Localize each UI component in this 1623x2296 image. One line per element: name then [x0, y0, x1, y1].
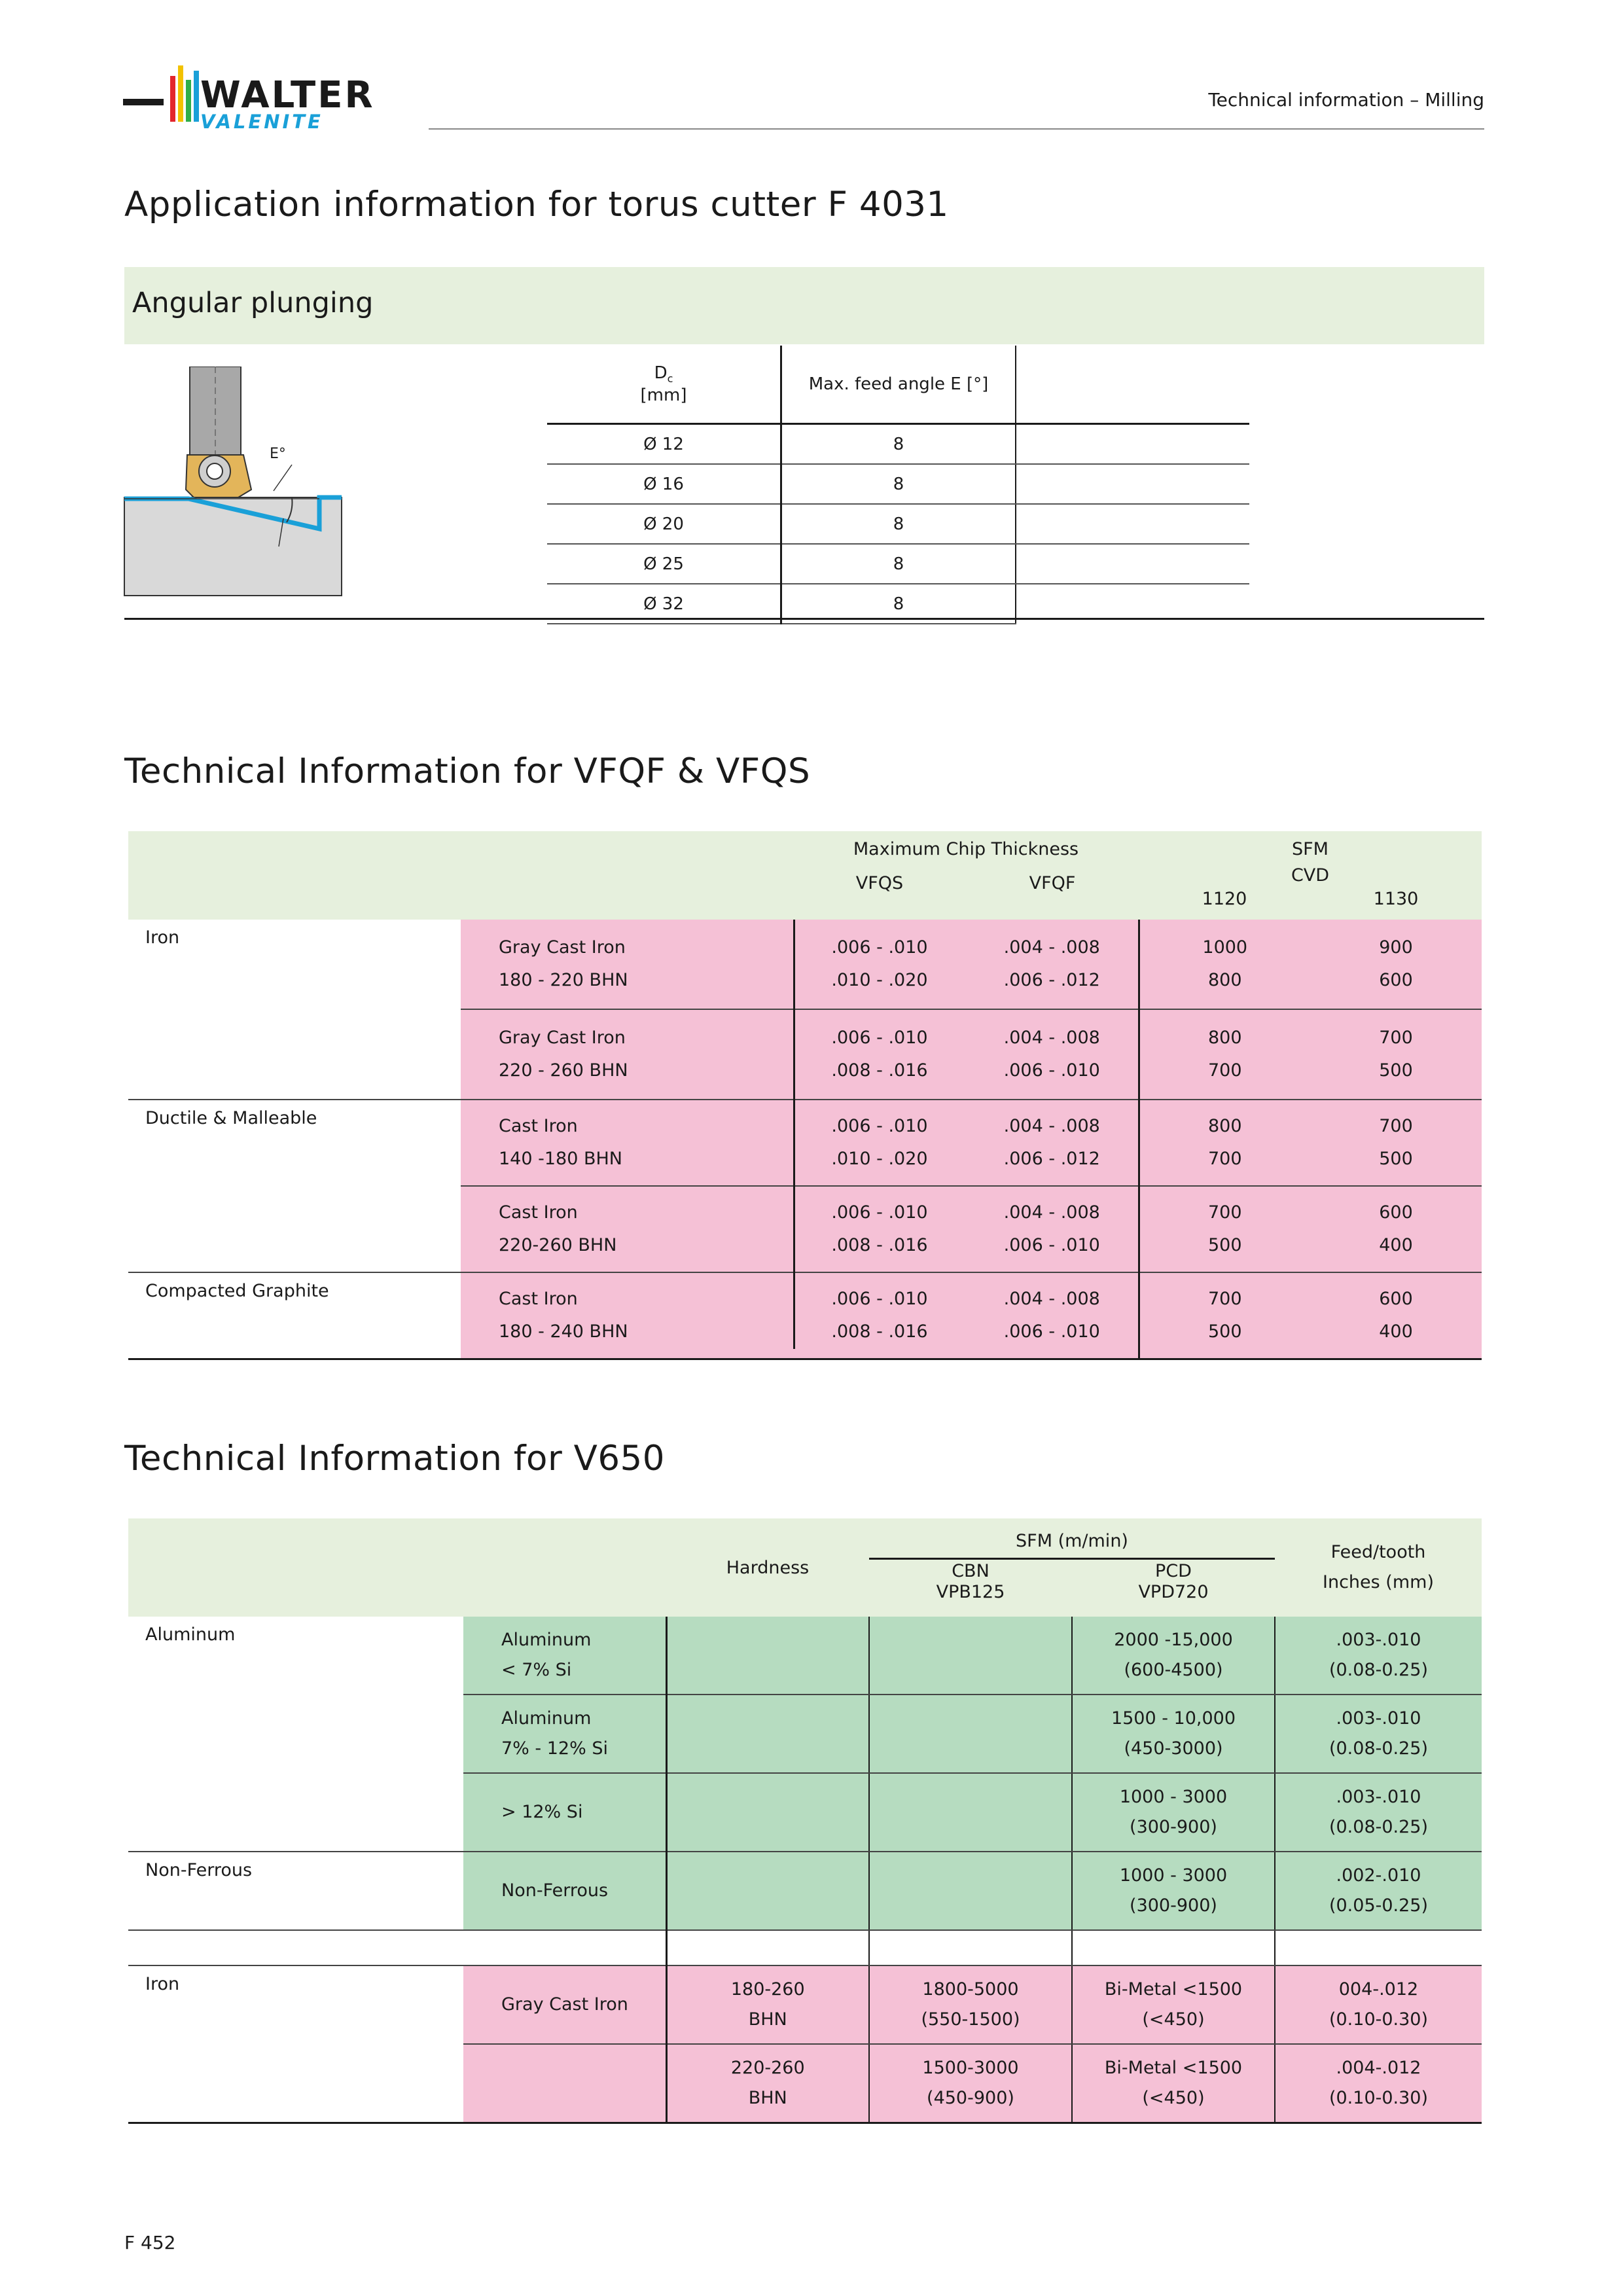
angle-cell: 8 [781, 424, 1016, 465]
h-sfm: SFM [1292, 839, 1329, 859]
table-row [128, 1100, 1482, 1186]
dc-cell: Ø 16 [547, 464, 781, 504]
material-cell [463, 2044, 666, 2123]
table-row [128, 1617, 1482, 1695]
pcd-cell: Bi-Metal <1500 (<450) [1072, 2044, 1275, 2123]
col-dc [547, 346, 781, 424]
feed-cell: .002-.010 (0.05-0.25) [1275, 1852, 1482, 1930]
table-row [128, 1852, 1482, 1930]
sfm-1130-cell: 600 400 [1310, 1186, 1482, 1272]
h-cvd: CVD [1291, 865, 1330, 886]
table-row [547, 544, 1249, 584]
vfqf-cell: .004 - .008 .006 - .012 [966, 1100, 1139, 1186]
material-cell: Aluminum < 7% Si [463, 1617, 666, 1695]
dc-cell: Ø 32 [547, 584, 781, 624]
group-compacted: Compacted Graphite [128, 1272, 461, 1359]
dc-unit: [mm] [640, 385, 687, 405]
vfq-title: Technical Information for VFQF & VFQS [124, 751, 811, 791]
vfqs-cell: .006 - .010 .008 - .016 [793, 1272, 966, 1359]
h-cbn: CBN [952, 1561, 990, 1581]
angle-cell: 8 [781, 544, 1016, 584]
group-ductile: Ductile & Malleable [128, 1100, 461, 1272]
h-pcd-grade: VPD720 [1138, 1582, 1209, 1602]
vfqs-cell: .006 - .010 .010 - .020 [793, 920, 966, 1009]
v650-title: Technical Information for V650 [124, 1439, 665, 1479]
vfqf-cell: .004 - .008 .006 - .010 [966, 1009, 1139, 1100]
header-section: Technical information – Milling [1208, 89, 1484, 111]
material-cell: Cast Iron 220-260 BHN [461, 1186, 793, 1272]
vfqs-cell: .006 - .010 .010 - .020 [793, 1100, 966, 1186]
angle-cell: 8 [781, 504, 1016, 544]
group-iron: Iron [128, 1965, 463, 2123]
material-cell: Non-Ferrous [463, 1852, 666, 1930]
vfq-header-row [128, 831, 1482, 920]
table-row [128, 1965, 1482, 2044]
material-cell: > 12% Si [463, 1773, 666, 1852]
brand-line2: VALENITE [200, 111, 323, 133]
table-row [128, 1272, 1482, 1359]
col-angle: Max. feed angle E [°] [781, 346, 1016, 424]
pcd-cell: 1000 - 3000 (300-900) [1072, 1852, 1275, 1930]
h-feed1: Feed/tooth [1330, 1542, 1426, 1562]
material-cell: Gray Cast Iron 220 - 260 BHN [461, 1009, 793, 1100]
sfm-1120-cell: 1000 800 [1139, 920, 1310, 1009]
v650-header-row [128, 1518, 1482, 1617]
material-cell: Cast Iron 180 - 240 BHN [461, 1272, 793, 1359]
feed-cell: .003-.010 (0.08-0.25) [1275, 1773, 1482, 1852]
hardness-cell: 220-260 BHN [666, 2044, 869, 2123]
h-hardness: Hardness [666, 1518, 869, 1617]
dc-cell: Ø 20 [547, 504, 781, 544]
angle-cell: 8 [781, 584, 1016, 624]
vfq-divider [793, 920, 795, 1349]
hardness-cell: 180-260 BHN [666, 1965, 869, 2044]
material-cell: Gray Cast Iron 180 - 220 BHN [461, 920, 793, 1009]
table-row [547, 424, 1249, 465]
walter-valenite-logo [123, 62, 398, 134]
h-vfqf: VFQF [1029, 873, 1076, 893]
material-cell: Cast Iron 140 -180 BHN [461, 1100, 793, 1186]
vfqf-cell: .004 - .008 .006 - .010 [966, 1186, 1139, 1272]
sfm-1120-cell: 800 700 [1139, 1100, 1310, 1186]
header-rule [429, 128, 1484, 130]
feed-cell: .004-.012 (0.10-0.30) [1275, 2044, 1482, 2123]
h-cbn-grade: VPB125 [936, 1582, 1005, 1602]
pcd-cell: Bi-Metal <1500 (<450) [1072, 1965, 1275, 2044]
angular-band [124, 267, 1484, 344]
brand-line1: WALTER [200, 74, 375, 117]
h-sfm: SFM (m/min) [1016, 1531, 1128, 1551]
page-number: F 452 [124, 2232, 176, 2253]
page-title: Application information for torus cutter F 4031 [124, 185, 949, 224]
pcd-cell: 2000 -15,000 (600-4500) [1072, 1617, 1275, 1695]
dc-symbol: D [654, 363, 668, 384]
angular-table [547, 346, 1249, 624]
feed-cell: 004-.012 (0.10-0.30) [1275, 1965, 1482, 2044]
group-nonferrous: Non-Ferrous [128, 1852, 463, 1930]
h-1120: 1120 [1202, 889, 1247, 909]
material-cell: Aluminum 7% - 12% Si [463, 1695, 666, 1773]
h-pcd: PCD [1155, 1561, 1192, 1581]
h-1130: 1130 [1373, 889, 1419, 909]
group-iron: Iron [128, 920, 461, 1100]
sfm-1130-cell: 600 400 [1310, 1272, 1482, 1359]
vfqs-cell: .006 - .010 .008 - .016 [793, 1009, 966, 1100]
spacer-row [128, 1930, 1482, 1965]
vfqf-cell: .004 - .008 .006 - .010 [966, 1272, 1139, 1359]
dc-cell: Ø 25 [547, 544, 781, 584]
angular-plunging-diagram [123, 367, 346, 602]
angular-title: Angular plunging [132, 287, 374, 319]
cbn-cell: 1800-5000 (550-1500) [869, 1965, 1072, 2044]
angle-cell: 8 [781, 464, 1016, 504]
feed-cell: .003-.010 (0.08-0.25) [1275, 1617, 1482, 1695]
h-chip: Maximum Chip Thickness [853, 839, 1079, 859]
col-empty [1016, 346, 1249, 424]
sfm-1120-cell: 700 500 [1139, 1272, 1310, 1359]
feed-cell: .003-.010 (0.08-0.25) [1275, 1695, 1482, 1773]
angle-label: E° [270, 446, 286, 462]
angular-bottom-rule [124, 618, 1484, 620]
table-row [128, 920, 1482, 1009]
pcd-cell: 1000 - 3000 (300-900) [1072, 1773, 1275, 1852]
dc-cell: Ø 12 [547, 424, 781, 465]
material-cell: Gray Cast Iron [463, 1965, 666, 2044]
sfm-1120-cell: 700 500 [1139, 1186, 1310, 1272]
sfm-1120-cell: 800 700 [1139, 1009, 1310, 1100]
sfm-1130-cell: 900 600 [1310, 920, 1482, 1009]
cbn-cell: 1500-3000 (450-900) [869, 2044, 1072, 2123]
h-feed2: Inches (mm) [1323, 1572, 1434, 1592]
vfq-table [128, 831, 1482, 1360]
table-row [547, 504, 1249, 544]
sfm-1130-cell: 700 500 [1310, 1009, 1482, 1100]
group-aluminum: Aluminum [128, 1617, 463, 1852]
sfm-1130-cell: 700 500 [1310, 1100, 1482, 1186]
dc-sub: c [667, 372, 673, 386]
vfqs-cell: .006 - .010 .008 - .016 [793, 1186, 966, 1272]
table-row [547, 464, 1249, 504]
pcd-cell: 1500 - 10,000 (450-3000) [1072, 1695, 1275, 1773]
h-vfqs: VFQS [855, 873, 904, 893]
v650-table [128, 1518, 1482, 2124]
vfqf-cell: .004 - .008 .006 - .012 [966, 920, 1139, 1009]
